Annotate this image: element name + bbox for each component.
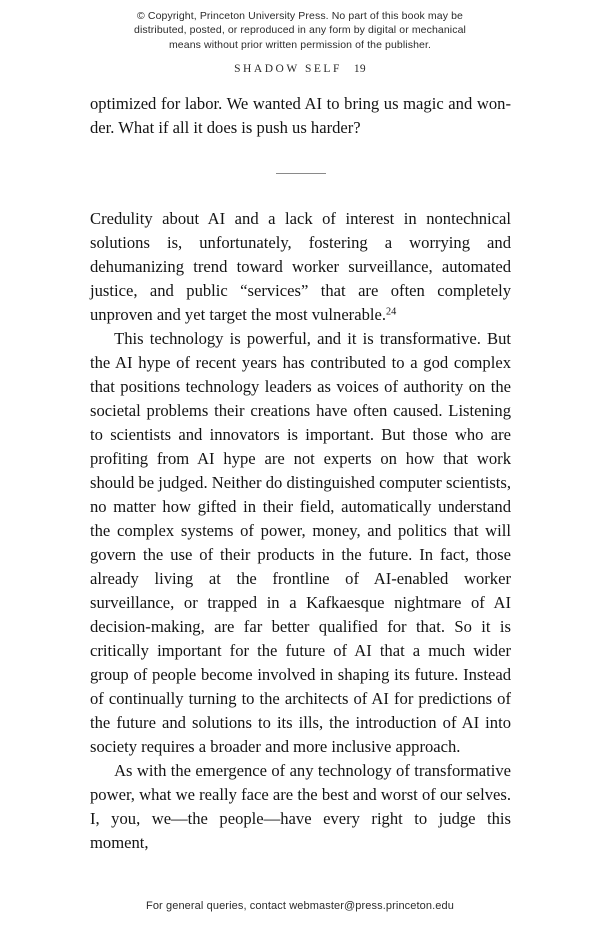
running-head-title: SHADOW SELF bbox=[234, 63, 342, 75]
spacer-below-divider bbox=[90, 185, 511, 207]
page-footer bbox=[0, 900, 600, 912]
section-divider bbox=[90, 161, 511, 185]
divider-rule bbox=[276, 173, 326, 174]
copyright-notice bbox=[0, 9, 600, 52]
spacer-above-divider bbox=[90, 140, 511, 161]
copyright-line-3: means without prior written permission of the publisher. bbox=[168, 38, 432, 51]
copyright-line-2: distributed, posted, or reproduced in any form by digital or mechanical bbox=[134, 24, 466, 37]
paragraph-continued: optimized for labor. We wanted AI to bring us magic and wonder. What if all it does is push us harder? bbox=[90, 94, 511, 137]
running-head bbox=[0, 63, 600, 75]
paragraph-credulity-text: Credulity about AI and a lack of interest in nontechnical solutions is, unfortunately, fostering a worrying and dehumanizing trend toward worker surveillance, automated justice, and public “services” that are often completely unproven and yet target the most vulnerable. bbox=[90, 209, 511, 324]
paragraph-credulity bbox=[90, 207, 511, 327]
copyright-line-1: © Copyright, Princeton University Press. No part of this book may be bbox=[137, 10, 463, 22]
paragraph-emergence: As with the emergence of any technology of transformative power, what we really face are the best and worst of our selves. I, you, we—the people—have every right to judge this moment, bbox=[90, 761, 511, 852]
page-number: 19 bbox=[353, 63, 366, 75]
footnote-reference: 24 bbox=[386, 306, 397, 318]
paragraph-technology: This technology is powerful, and it is transformative. But the AI hype of recent years has contributed to a god complex that positions technology leaders as voices of authority on the societal problems their creations have often caused. Listening to scientists and innovators is important. But those who are profiting from AI hype are not experts on how that work should be judged. Neither do distinguished computer scientists, no matter how gifted in their field, automatically understand the complex systems of power, money, and politics that will govern the use of their products in the future. In fact, those already living at the frontline of AI-enabled worker surveillance, or trapped in a Kafkaesque nightmare of AI decision-making, are far better qualified for that. So it is critically important for the future of AI that a much wider group of people become involved in shaping its future. Instead of continually turning to the architects of AI for predictions of the future and solutions to its ills, the introduction of AI into society requires a broader and more inclusive approach. bbox=[90, 329, 511, 756]
footer-text: For general queries, contact webmaster@press.princeton.edu bbox=[146, 900, 454, 912]
text-column bbox=[90, 92, 511, 855]
